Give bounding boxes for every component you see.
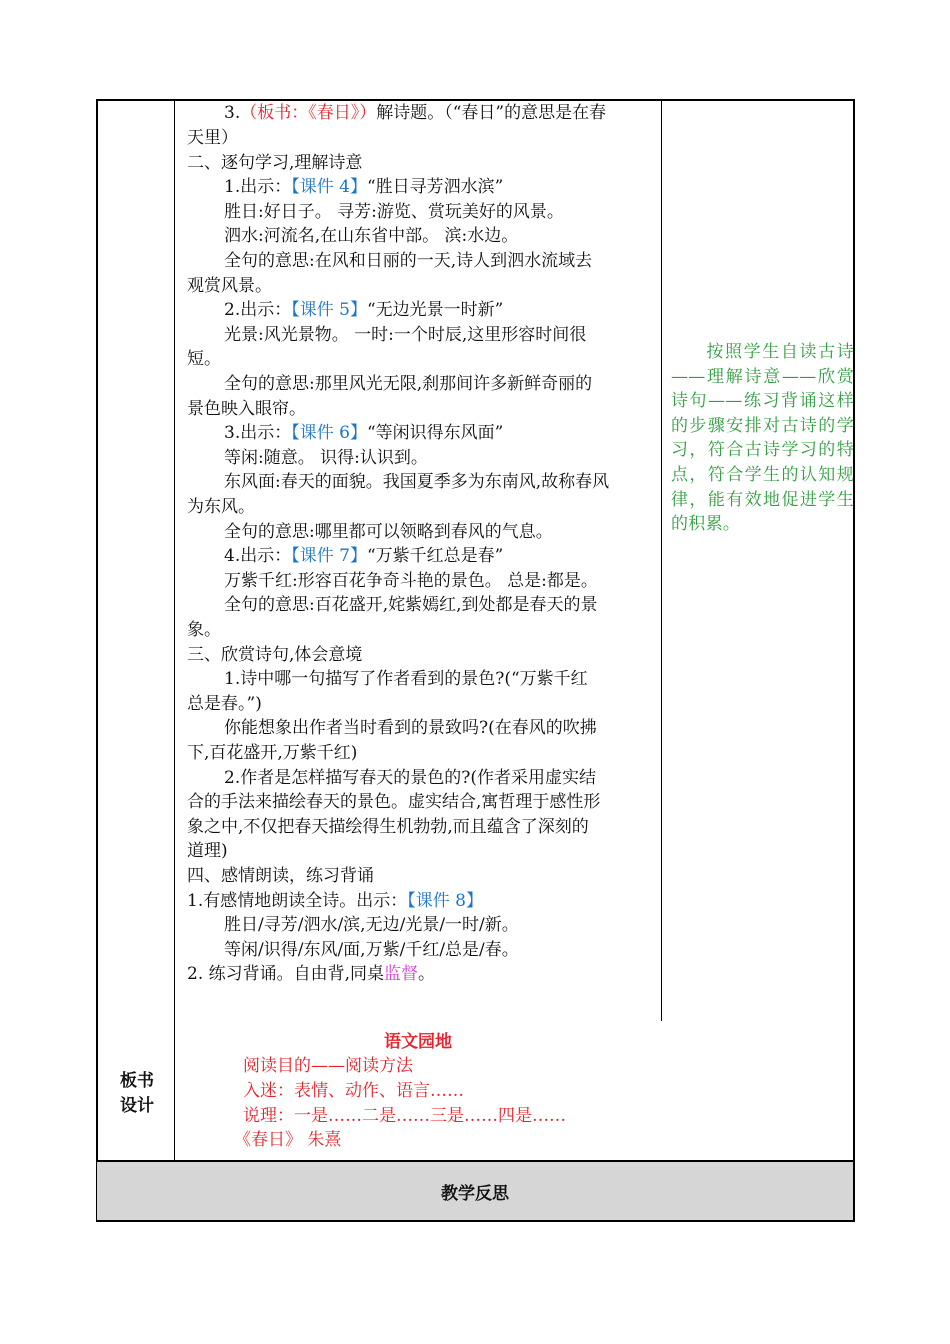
board-line: 说理：一是……二是……三是……四是…… (243, 1106, 566, 1126)
text-line: 泗水:河流名,在山东省中部。 滨:水边。 (224, 226, 519, 246)
text-line: 3.（板书：《春日》）解诗题。（“春日”的意思是在春 (224, 103, 607, 123)
board-line: 阅读目的——阅读方法 (243, 1056, 413, 1076)
text-line: 万紫千红:形容百花争奇斗艳的景色。 总是:都是。 (224, 571, 598, 591)
reflection-row (97, 1162, 853, 1220)
text-line: 胜日/寻芳/泗水/滨,无边/光景/一时/新。 (224, 915, 519, 935)
text-line: 全句的意思:百花盛开,姹紫嫣红,到处都是春天的景 (224, 595, 598, 615)
board-line: 入迷：表情、动作、语言…… (243, 1081, 464, 1101)
section-heading: 四、感情朗读，练习背诵 (187, 866, 374, 886)
text-line: 短。 (187, 349, 221, 369)
section-heading: 二、逐句学习,理解诗意 (187, 153, 363, 173)
text-line: 4.出示：【课件 7】“万紫千红总是春” (224, 546, 504, 566)
text-line: 全句的意思:那里风光无限,刹那间许多新鲜奇丽的 (224, 374, 593, 394)
board-label-1: 板书 (120, 1071, 154, 1091)
text-line: 全句的意思:哪里都可以领略到春风的气息。 (224, 522, 553, 542)
text-line: 等闲:随意。 识得:认识到。 (224, 448, 428, 468)
reflection-title: 教学反思 (441, 1184, 509, 1204)
column-divider-note (661, 99, 662, 1021)
table-border-bottom (96, 1220, 855, 1222)
text-line: 光景:风光景物。 一时:一个时辰,这里形容时间很 (224, 325, 587, 345)
text-line: 东风面:春天的面貌。我国夏季多为东南风,故称春风 (224, 472, 610, 492)
text-line: 为东风。 (187, 497, 255, 517)
text-line: 全句的意思:在风和日丽的一天,诗人到泗水流域去 (224, 251, 593, 271)
text-line: 2. 练习背诵。自由背,同桌监督。 (187, 964, 436, 984)
text-line: 2.作者是怎样描写春天的景色的?(作者采用虚实结 (224, 768, 596, 788)
text-line: 象之中,不仅把春天描绘得生机勃勃,而且蕴含了深刻的 (187, 817, 589, 837)
board-line: 《春日》 朱熹 (234, 1130, 342, 1150)
board-label-2: 设计 (120, 1096, 154, 1116)
design-note: 按照学生自读古诗——理解诗意——欣赏诗句——练习背诵这样的步骤安排对古诗的学习，符合古诗学习的特点，符合学生的认知规律，能有效地促进学生的积累。 (671, 342, 854, 535)
text-line: 2.出示：【课件 5】“无边光景一时新” (224, 300, 504, 320)
text-line: 3.出示：【课件 6】“等闲识得东风面” (224, 423, 504, 443)
text-line: 道理) (187, 841, 228, 861)
text-line: 合的手法来描绘春天的景色。虚实结合,寓哲理于感性形 (187, 792, 601, 812)
text-line: 下,百花盛开,万紫千红) (187, 743, 358, 763)
text-line: 观赏风景。 (187, 276, 272, 296)
column-divider-label (174, 99, 175, 1161)
table-border-right (853, 99, 855, 1221)
text-line: 等闲/识得/东风/面,万紫/千红/总是/春。 (224, 940, 519, 960)
table-border-left (96, 99, 98, 1221)
text-line: 你能想象出作者当时看到的景致吗?(在春风的吹拂 (224, 718, 597, 738)
text-line: 1.有感情地朗读全诗。出示：【课件 8】 (187, 891, 483, 911)
text-line: 象。 (187, 620, 221, 640)
text-line: 1.诗中哪一句描写了作者看到的景色?(“万紫千红 (224, 669, 588, 689)
text-line: 胜日:好日子。 寻芳:游览、赏玩美好的风景。 (224, 202, 564, 222)
section-heading: 三、欣赏诗句,体会意境 (187, 645, 363, 665)
text-line: 景色映入眼帘。 (187, 399, 306, 419)
text-line: 1.出示：【课件 4】“胜日寻芳泗水滨” (224, 177, 504, 197)
text-line: 总是春。”) (187, 694, 262, 714)
board-title: 语文园地 (384, 1032, 452, 1052)
text-line: 天里） (187, 128, 238, 148)
